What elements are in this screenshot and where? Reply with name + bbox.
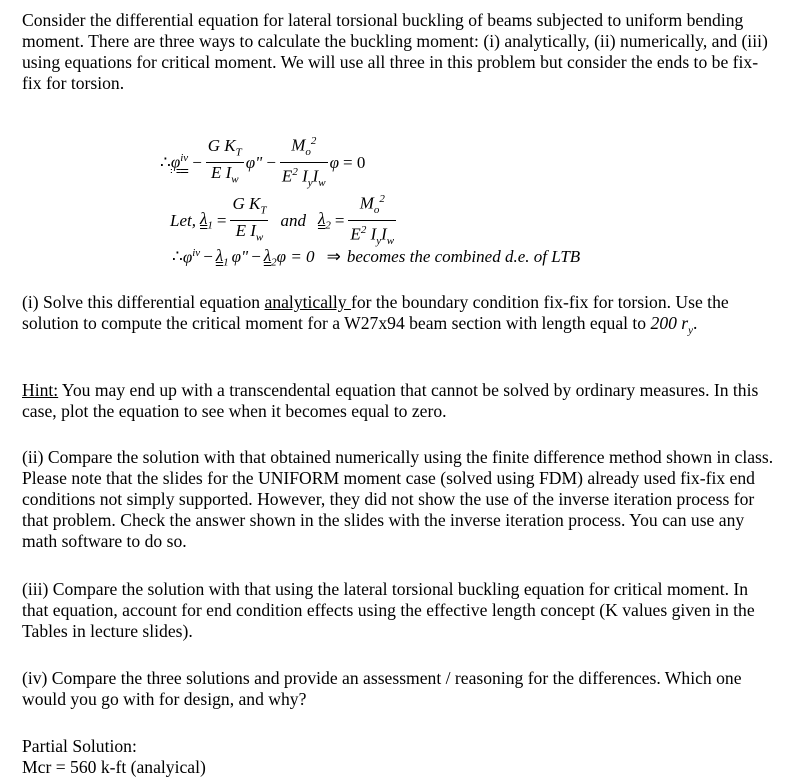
hint-paragraph: Hint: You may end up with a transcendental equation that cannot be solved by ordinary measures. In this case, plot the equation to see when it becomes equal to zero. (22, 380, 759, 421)
combined-lambda-2: $\lambda_2$ (263, 246, 277, 269)
underlined-analytically: analytically (264, 292, 351, 312)
length-value: 200 $r_y$ (650, 313, 694, 337)
therefore-symbol-2: ∴ (172, 247, 183, 267)
combined-description: becomes the combined d.e. of LTB (346, 247, 581, 267)
part-3-paragraph: (iii) Compare the solution with that using the lateral torsional buckling equation for critical moment. In that equation, account for end condition effects using the effective length concept (K values given in the Tables in lecture slides). (22, 579, 755, 641)
combined-minus: − (203, 247, 213, 267)
lambda-2: $\lambda_2$ (317, 209, 331, 232)
implies-arrow: ⇒ (326, 247, 341, 267)
therefore-symbol: ∴ (160, 152, 171, 172)
phi-symbol: φ (329, 152, 340, 172)
fraction-mo-e2iyiw: $\frac{M_o^2}{E^2 I_yI_w}$ (281, 135, 326, 190)
part-1-paragraph: (i) Solve this differential equation analytically for the boundary condition fix-fix for torsion. Use the solution to compute the critical moment for a W27x94 beam section with length equal to 200 $r_y$. (22, 292, 729, 337)
minus-sign-2: − (266, 152, 276, 172)
fraction-gkt-eiw: $\frac{G K_T}{E I_w}$ (207, 135, 242, 186)
part-2-paragraph: (ii) Compare the solution with that obtained numerically using the finite difference method shown in class. Please note that the slides for the UNIFORM moment case (solved using FDM) already used fix-fix end conditions not simply supported. However, they did not show the use of the inverse iteration process for that problem. Check the answer shown in the slides with the inverse iteration process. You can use any math software to do so. (22, 447, 774, 551)
hint-label: Hint: (22, 380, 59, 400)
intro-paragraph: Consider the differential equation for lateral torsional buckling of beams subjected to uniform bending moment. There are three ways to calculate the buckling moment: (i) analytically, (ii) numerically, and (iii) using equations for critical moment. We will use all three in this problem but consider the ends to be fix-fix for torsion. (22, 10, 768, 93)
equals-sign-2: = (334, 210, 345, 230)
equals-zero: = 0 (343, 152, 366, 172)
partial-solution-answer: Mcr = 560 k-ft (analyical) (22, 757, 206, 777)
partial-solution-label: Partial Solution: (22, 736, 137, 756)
fraction-lambda2: $\frac{M_o^2}{E^2 I_yI_w}$ (350, 193, 395, 248)
equation-lambda-definitions (170, 190, 396, 251)
combined-phi-iv: $\varphi^{iv}$ (182, 246, 201, 267)
phi-iv: $\varphi^{iv}$ (170, 152, 189, 172)
combined-minus-2: − (251, 247, 261, 267)
equation-differential (160, 132, 365, 193)
combined-phi-dd: φ" (231, 247, 249, 267)
let-label: Let, (170, 210, 196, 230)
equation-combined (172, 246, 580, 268)
equals-sign: = (216, 210, 227, 230)
combined-lambda-1: $\lambda_1$ (215, 246, 229, 269)
minus-sign: − (192, 152, 202, 172)
and-word: and (280, 210, 306, 230)
fraction-lambda1: $\frac{G K_T}{E I_w}$ (232, 193, 267, 244)
combined-end: φ = 0 (276, 247, 315, 267)
part-4-paragraph: (iv) Compare the three solutions and provide an assessment / reasoning for the differences. Which one would you go with for design, and why? (22, 668, 742, 709)
lambda-1: $\lambda_1$ (199, 209, 213, 232)
phi-double-prime: φ" (245, 152, 263, 172)
